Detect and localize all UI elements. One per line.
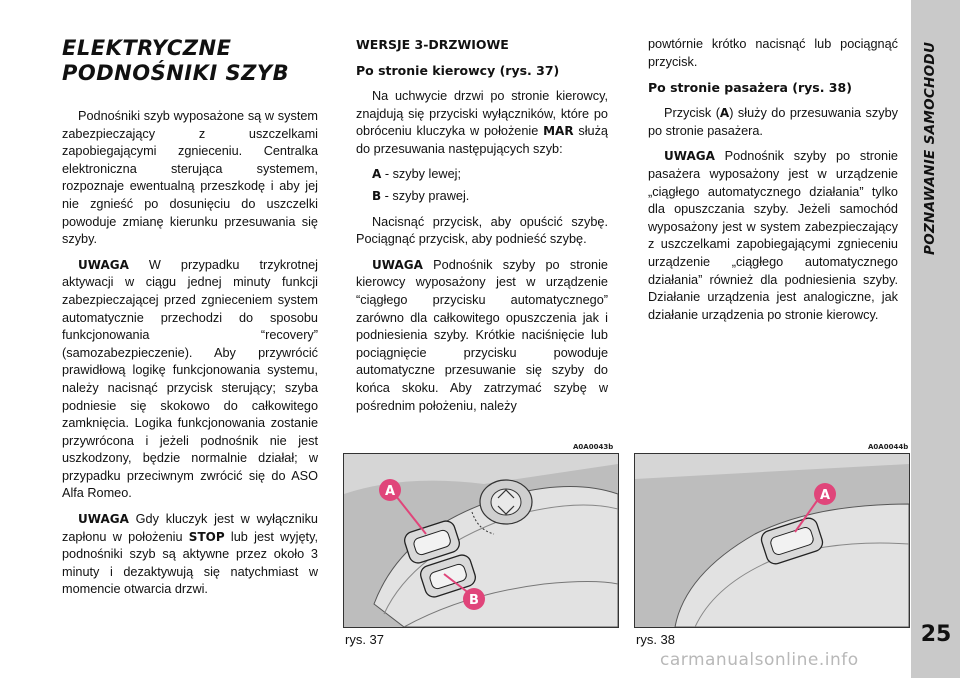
figure-code: A0A0043b — [573, 443, 614, 451]
paragraph: UWAGA Podnośnik szyby po stronie kierowcy wyposażony jest w urządzenie “ciągłego przycisku automatycznego” zarówno dla całkowitego opuszczenia jak i podniesienia szyby. Krótkie naciśnięcie lub pociągnięcie przycisku powoduje automatyczne przesuwanie się szyby do końca skoku. Aby zatrzymać szybę w pośrednim położeniu, należy — [356, 257, 608, 413]
paragraph: UWAGA Podnośnik szyby po stronie pasażera wyposażony jest w urządzenie „ciągłego automatycznego działania” tylko dla opuszczania szyby. Jeżeli samochód wyposażony jest w system zabezpieczający z uszczelkami zapobiegającymi zgnieceniu urządzenie „ciągłego automatycznego działania” również dla podniesienia szyby. Działanie urządzenia jest analogiczne, jak działanie urządzenia po stronie kierowcy. — [648, 149, 898, 322]
column-2 — [356, 36, 608, 423]
section-title: POZNAWANIE SAMOCHODU — [922, 41, 938, 255]
figure-code: A0A0044b — [868, 443, 909, 451]
paragraph: UWAGA W przypadku trzykrotnej aktywacji w ciągu jednej minuty funkcji zabezpieczającej przed zgnieceniem system automatycznie przechodzi do sposobu funkcjonowania “recovery” (samozabezpieczenie). Aby przywrócić prawidłową logikę funkcjonowania systemu, należy nacisnąć przycisk sterujący; szyba podniesie się skokowo do całkowitego zamknięcia. Logika funkcjonowania zostanie przywrócona i jeżeli podnośnik nie jest uszkodzony, będzie normalnie działał; w przypadku przeciwnym zwrócić się do ASO Alfa Romeo. — [62, 257, 318, 501]
paragraph: Na uchwycie drzwi po stronie kierowcy, znajdują się przyciski wyłączników, które po obróceniu kluczyka w położenie MAR służą do przesuwania następujących szyb: — [356, 89, 608, 156]
callout-a: A — [384, 484, 396, 499]
figure-37 — [343, 453, 619, 628]
watermark: carmanualsonline.info — [660, 650, 859, 670]
paragraph: Przycisk (A) służy do przesuwania szyby po stronie pasażera. — [648, 106, 898, 138]
figure-caption: rys. 38 — [636, 632, 676, 647]
section-heading: WERSJE 3-DRZWIOWE — [356, 37, 509, 52]
passenger-door-switch-illustration — [635, 454, 909, 627]
column-1 — [62, 36, 318, 607]
figure-caption: rys. 37 — [345, 632, 385, 647]
paragraph: UWAGA Gdy kluczyk jest w wyłączniku zapłonu w położeniu STOP lub jest wyjęty, podnośniki szyb są aktywne przez około 3 minuty i dezaktywują się natychmiast w momencie otwarcia drzwi. — [62, 512, 318, 597]
list-item: A - szyby lewej; — [372, 167, 461, 182]
callout-a: A — [819, 488, 831, 503]
page-title: ELEKTRYCZNE PODNOŚNIKI SZYB — [62, 36, 290, 85]
figure-38 — [634, 453, 910, 628]
driver-door-switch-illustration — [344, 454, 618, 627]
paragraph: Nacisnąć przycisk, aby opuścić szybę. Pociągnąć przycisk, aby podnieść szybę. — [356, 214, 608, 247]
warning-label: UWAGA — [372, 257, 423, 272]
warning-label: UWAGA — [78, 257, 129, 272]
warning-label: UWAGA — [664, 149, 715, 164]
subheading: Po stronie kierowcy (rys. 37) — [356, 63, 560, 78]
paragraph: Podnośniki szyb wyposażone są w system zabezpieczający z uszczelkami zapobiegającymi zgnieceniu. Centralka elektroniczna sterująca systemem, rozpoznaje ewentualną przeszkodę i aby jej nie zgnieść po dosunięciu do uszczelki powoduje zmianę kierunku przesuwania się szyby. — [62, 109, 318, 247]
column-3 — [648, 36, 898, 332]
warning-label: UWAGA — [78, 512, 129, 527]
subheading: Po stronie pasażera (rys. 38) — [648, 80, 852, 96]
paragraph: powtórnie krótko nacisnąć lub pociągnąć przycisk. — [648, 37, 898, 69]
callout-b: B — [469, 593, 479, 608]
list-item: B - szyby prawej. — [372, 188, 470, 203]
page-number: 25 — [920, 622, 952, 647]
